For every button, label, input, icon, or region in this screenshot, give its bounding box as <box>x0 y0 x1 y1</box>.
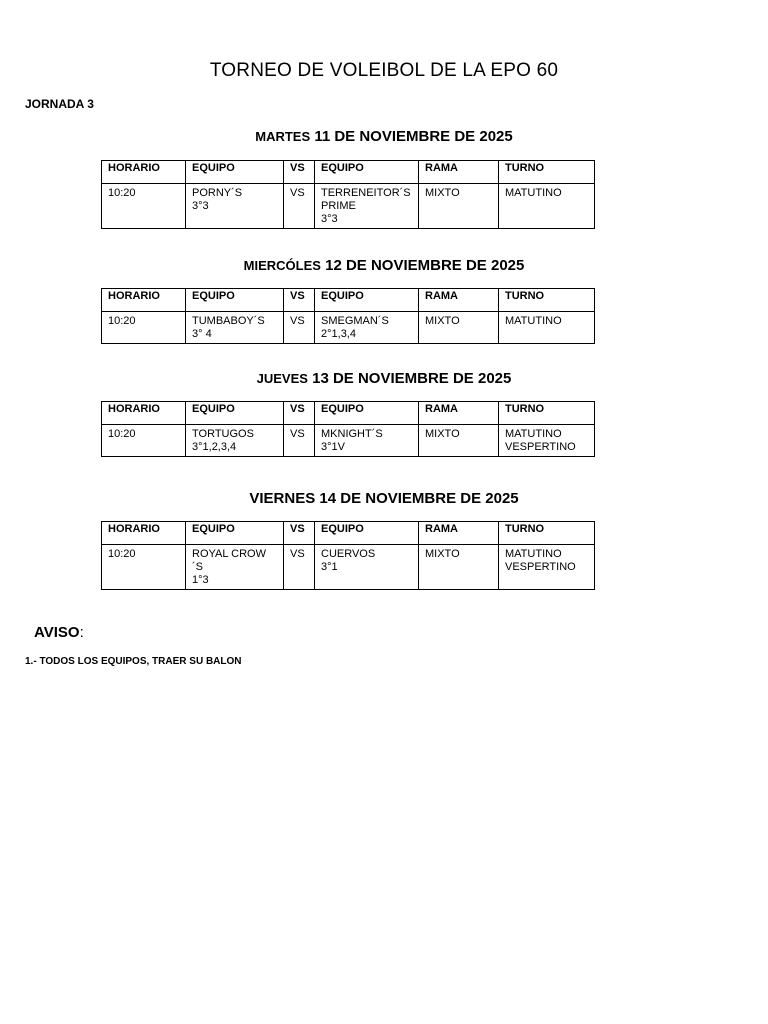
column-header: VS <box>284 522 315 545</box>
table-row <box>102 184 595 229</box>
table-row <box>102 425 595 457</box>
column-header: EQUIPO <box>186 289 284 312</box>
column-header: EQUIPO <box>315 402 419 425</box>
schedule-table <box>101 521 595 590</box>
column-header: TURNO <box>499 522 595 545</box>
table-header-row <box>102 522 595 545</box>
column-header: EQUIPO <box>186 402 284 425</box>
table-row <box>102 312 595 344</box>
team1-cell-line: 3° 4 <box>192 328 212 340</box>
rama-cell: MIXTO <box>419 545 499 590</box>
team2-cell-line: 3°1V <box>321 441 345 453</box>
column-header: HORARIO <box>102 522 186 545</box>
day-name: VIERNES <box>249 490 316 507</box>
table-row <box>102 545 595 590</box>
team1-cell-line: PORNY´S <box>192 187 243 199</box>
column-header: VS <box>284 161 315 184</box>
team1-cell-line: 1°3 <box>192 574 209 586</box>
turno-cell-line: MATUTINO <box>505 548 562 560</box>
vs-cell: VS <box>284 425 315 457</box>
day-date: 13 DE NOVIEMBRE DE 2025 <box>312 370 512 387</box>
day-heading <box>102 128 666 145</box>
day-heading <box>102 257 666 274</box>
schedule-table <box>101 160 595 229</box>
team2-cell <box>315 312 419 344</box>
column-header: VS <box>284 289 315 312</box>
column-header: EQUIPO <box>186 161 284 184</box>
column-header: VS <box>284 402 315 425</box>
turno-cell-line: MATUTINO <box>505 428 562 440</box>
team2-cell-line: TERRENEITOR´S <box>321 187 411 199</box>
turno-cell-line: VESPERTINO <box>505 441 576 453</box>
column-header: EQUIPO <box>315 289 419 312</box>
day-heading <box>102 370 666 387</box>
day-name: MIERCÓLES <box>243 258 321 273</box>
day-heading <box>102 490 666 507</box>
team2-cell <box>315 425 419 457</box>
column-header: EQUIPO <box>186 522 284 545</box>
rama-cell: MIXTO <box>419 312 499 344</box>
team2-cell <box>315 184 419 229</box>
aviso-label: AVISO <box>34 624 80 641</box>
team1-cell-line: TUMBABOY´S <box>192 315 265 327</box>
column-header: RAMA <box>419 289 499 312</box>
turno-cell-line: MATUTINO <box>505 315 562 327</box>
team2-cell-line: 2°1,3,4 <box>321 328 356 340</box>
column-header: HORARIO <box>102 402 186 425</box>
column-header: RAMA <box>419 402 499 425</box>
notice-text: 1.- TODOS LOS EQUIPOS, TRAER SU BALON <box>25 656 242 667</box>
team2-cell-line: SMEGMAN´S <box>321 315 389 327</box>
turno-cell-line: MATUTINO <box>505 187 562 199</box>
turno-cell <box>499 545 595 590</box>
vs-cell: VS <box>284 184 315 229</box>
aviso-colon: : <box>79 624 84 641</box>
rama-cell: MIXTO <box>419 184 499 229</box>
horario-cell: 10:20 <box>102 545 186 590</box>
vs-cell: VS <box>284 312 315 344</box>
day-date: 12 DE NOVIEMBRE DE 2025 <box>325 257 525 274</box>
team1-cell <box>186 425 284 457</box>
team1-cell-line: TORTUGOS <box>192 428 254 440</box>
team1-cell <box>186 312 284 344</box>
vs-cell: VS <box>284 545 315 590</box>
rama-cell: MIXTO <box>419 425 499 457</box>
column-header: TURNO <box>499 402 595 425</box>
column-header: EQUIPO <box>315 161 419 184</box>
team1-cell <box>186 545 284 590</box>
column-header: HORARIO <box>102 289 186 312</box>
jornada-label: JORNADA 3 <box>25 97 94 111</box>
team2-cell-line: CUERVOS <box>321 548 376 560</box>
column-header: HORARIO <box>102 161 186 184</box>
team2-cell-line: 3°3 <box>321 213 338 225</box>
horario-cell: 10:20 <box>102 425 186 457</box>
day-name: MARTES <box>255 129 311 144</box>
day-name: JUEVES <box>256 371 308 386</box>
column-header: RAMA <box>419 161 499 184</box>
table-header-row <box>102 289 595 312</box>
day-date: 14 DE NOVIEMBRE DE 2025 <box>319 490 519 507</box>
turno-cell <box>499 312 595 344</box>
team2-cell-line: PRIME <box>321 200 356 212</box>
team2-cell-line: 3°1 <box>321 561 338 573</box>
column-header: TURNO <box>499 289 595 312</box>
team1-cell-line: ROYAL CROW <box>192 548 266 560</box>
turno-cell <box>499 425 595 457</box>
team2-cell <box>315 545 419 590</box>
column-header: EQUIPO <box>315 522 419 545</box>
page-title: TORNEO DE VOLEIBOL DE LA EPO 60 <box>209 60 559 81</box>
horario-cell: 10:20 <box>102 184 186 229</box>
day-date: 11 DE NOVIEMBRE DE 2025 <box>314 128 513 145</box>
turno-cell-line: VESPERTINO <box>505 561 576 573</box>
schedule-table <box>101 401 595 457</box>
horario-cell: 10:20 <box>102 312 186 344</box>
column-header: TURNO <box>499 161 595 184</box>
schedule-table <box>101 288 595 344</box>
team1-cell-line: 3°3 <box>192 200 209 212</box>
aviso-heading <box>34 624 84 641</box>
table-header-row <box>102 402 595 425</box>
turno-cell <box>499 184 595 229</box>
column-header: RAMA <box>419 522 499 545</box>
table-header-row <box>102 161 595 184</box>
team2-cell-line: MKNIGHT´S <box>321 428 383 440</box>
team1-cell <box>186 184 284 229</box>
team1-cell-line: 3°1,2,3,4 <box>192 441 237 453</box>
team1-cell-line: ´S <box>192 561 203 573</box>
